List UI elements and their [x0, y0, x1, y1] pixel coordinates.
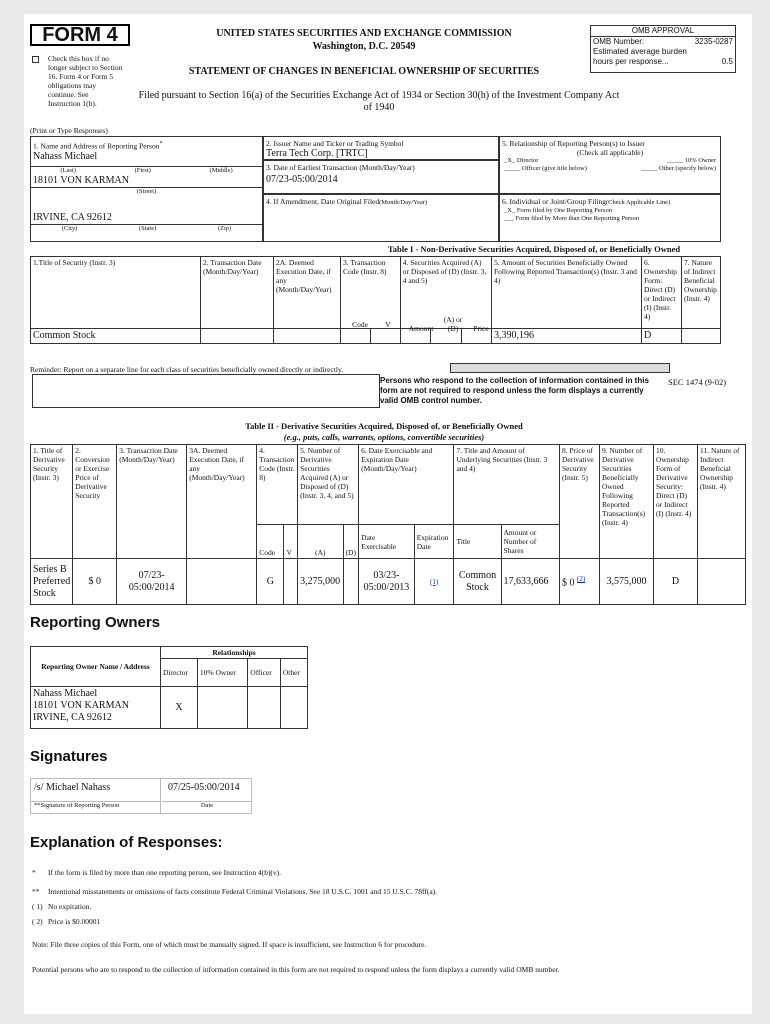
- reporting-owners-heading: Reporting Owners: [30, 614, 161, 631]
- footnote-link-2[interactable]: (2): [577, 575, 586, 584]
- explanation-list: * If the form is filed by more than one reporting person, see Instruction 4(b)(v). ** Intentional misstatements or omissions of facts constitute Federal Criminal Violations. See 18 U.S.C. 1001 and 15 U.S.C. 78ff(a). ( 1) No expiration. ( 2) Price is $0.00001 Note: File three copies of this Form, one of which must be manually signed. If space is insufficient, see Instruction 6 for procedure. Potential persons who are to respond to the collection of information contained in this form are not required to respond unless the form displays a currently valid OMB number.: [32, 868, 712, 974]
- owner-row: Nahass Michael 18101 VON KARMAN IRVINE, CA 92612 X: [31, 687, 308, 729]
- reporting-owners-table: Reporting Owner Name / Address Relationships Director 10% Owner Officer Other Nahass Michael 18101 VON KARMAN IRVINE, CA 92612 X: [30, 646, 308, 729]
- sec-code: SEC 1474 (9-02): [668, 377, 727, 387]
- print-type-note: (Print or Type Responses): [30, 126, 108, 135]
- table1-row: Common Stock 3,390,196 D: [31, 329, 721, 344]
- signer: /s/ Michael Nahass: [31, 779, 161, 813]
- relationship-box: 5. Relationship of Reporting Person(s) to Issuer (Check all applicable) _X_ Director _____ 10% Owner _____ Officer (give title below) _____ Other (specify below): [499, 136, 721, 194]
- agency-name: UNITED STATES SECURITIES AND EXCHANGE COMMISSION: [216, 28, 512, 39]
- reminder: Reminder: Report on a separate line for each class of securities beneficially owned directly or indirectly.: [30, 365, 344, 374]
- checkbox-note: Check this box if no longer subject to Section 16. Form 4 or Form 5 obligations may continue. See Instruction 1(b).: [48, 54, 123, 108]
- signature-date: 07/25-05:00/2014: [168, 782, 240, 793]
- note-respond: Potential persons who are to respond to the collection of information contained in this form are not required to respond unless the form displays a currently valid OMB number.: [32, 965, 560, 974]
- earliest-date-box: 3. Date of Earliest Transaction (Month/Day/Year) 07/23-05:00/2014: [263, 160, 499, 194]
- filed-pursuant: Filed pursuant to Section 16(a) of the Securities Exchange Act of 1934 or Section 30(h) of the Investment Company Act of 1940: [138, 90, 620, 113]
- explanation-heading: Explanation of Responses:: [30, 834, 223, 851]
- signatures-heading: Signatures: [30, 748, 108, 765]
- earliest-date: 07/23-05:00/2014: [266, 174, 338, 185]
- table1: 1.Title of Security (Instr. 3) 2. Transaction Date (Month/Day/Year) 2A. Deemed Execution Date, if any (Month/Day/Year) 3. Transaction Code (Instr. 8) 4. Securities Acquired (A) or Disposed of (D) (Instr. 3, 4 and 5) 5. Amount of Securities Beneficially Owned Following Reported Transaction(s) (Instr. 3 and 4) 6. Ownership Form: Direct (D) or Indirect (I) (Instr. 4) 7. Nature of Indirect Beneficial Ownership (Instr. 4) Common Stock 3,390,196 D: [30, 256, 721, 344]
- agency-city: Washington, D.C. 20549: [312, 41, 416, 52]
- note-copies: Note: File three copies of this Form, one of which must be manually signed. If space is insufficient, see Instruction 6 for procedure.: [32, 940, 427, 949]
- table1-subheaders: Code V: [352, 320, 391, 329]
- reporter-city: IRVINE, CA 92612: [33, 211, 112, 223]
- reporting-person-box: 1. Name and Address of Reporting Person* Nahass Michael (Last) (First) (Middle) 18101 VON KARMAN (Street) IRVINE, CA 92612 (City) (State) (Zip): [30, 136, 263, 242]
- individual-filing-box: 6. Individual or Joint/Group Filing(Check Applicable Line) _X_ Form filed by One Reporting Person ___ Form filed by More than One Reporting Person: [499, 194, 721, 242]
- no-longer-subject-checkbox[interactable]: [32, 56, 39, 63]
- issuer-name: Terra Tech Corp. [TRTC]: [266, 148, 368, 159]
- statement-title: STATEMENT OF CHANGES IN BENEFICIAL OWNERSHIP OF SECURITIES: [188, 66, 540, 77]
- table2-subtitle: (e.g., puts, calls, warrants, options, convertible securities): [283, 432, 485, 442]
- amendment-box: 4. If Amendment, Date Original Filed(Month/Day/Year): [263, 194, 499, 242]
- signature-box: /s/ Michael Nahass **Signature of Reporting Person 07/25-05:00/2014 Date: [30, 778, 252, 814]
- form-page: FORM 4 Check this box if no longer subject to Section 16. Form 4 or Form 5 obligations may continue. See Instruction 1(b). UNITED STATES SECURITIES AND EXCHANGE COMMISSION Washington, D.C. 20549 STATEMENT OF CHANGES IN BENEFICIAL OWNERSHIP OF SECURITIES Filed pursuant to Section 16(a) of the Securities Exchange Act of 1934 or Section 30(h) of the Investment Company Act of 1940 OMB APPROVAL OMB Number: 3235-0287 Estimated average burden hours per response... 0.5 (Print or Type Responses) 1. Name and Address of Reporting Person* Nahass Michael (Last) (First) (Middle) 18101 VON KARMAN (Street) IRVINE, CA 92612 (City) (State) (Zip) 2. Issuer Name and Ticker or Trading Symbol Terra Tech Corp. [TRTC] 3. Date of Earliest Transaction (Month/Day/Year) 07/23-05:00/2014 4. If Amendment, Date Original Filed(Month/Day/Year) 5. Relationship of Reporting Person(s) to Issuer (Check all applicable) _X_ Director _____ 10% Owner _____ Officer (give title below) _____ Other (specify below) 6. Individual or Joint/Group Filing(Check Applicable Line) _X_ Form filed by One Reporting Person ___ Form filed by More than One Reporting Person Table I - Non-Derivative Securities Acquired, Disposed of, or Beneficially Owned 1.Title of Security (Instr. 3) 2. Transaction Date (Month/Day/Year) 2A. Deemed Execution Date, if any (Month/Day/Year) 3. Transaction Code (Instr. 8) 4. Securities Acquired (A) or Disposed of (D) (Instr. 3, 4 and 5) 5. Amount of Securities Beneficially Owned Following Reported Transaction(s) (Instr. 3 and 4) 6. Ownership Form: Direct (D) or Indirect (I) (Instr. 4) 7. Nature of Indirect Beneficial Ownership (Instr. 4) Common Stock 3,390,196 D Code V Amount (A) or (D) Price Reminder: Report on a separate line for each class of securities beneficially owned directly or indirectly. Persons who respond to the collection of information contained in this form are not required to respond unless the form displays a currently valid OMB control number. SEC 1474 (9-02) Table II - Derivative Securities Acquired, Disposed of, or Beneficially Owned (e.g., puts, calls, warrants, options, convertible securities) 1. Title of Derivative Security (Instr. 3) 2. Conversion or Exercise Price of Derivative Security 3. Transaction Date (Month/Day/Year) 3A. Deemed Execution Date, if any (Month/Day/Year) 4. Transaction Code (Instr. 8) 5. Number of Derivative Securities Acquired (A) or Disposed of (D) (Instr. 3, 4, and 5) 6. Date Exercisable and Expiration Date (Month/Day/Year) 7. Title and Amount of Underlying Securities (Instr. 3 and 4) 8. Price of Derivative Security (Instr. 5) 9. Number of Derivative Securities Beneficially Owned Following Reported Transaction(s) (Instr. 4) 10. Ownership Form of Derivative Security: Direct (D) or Indirect (I) (Instr. 4) 11. Nature of Indirect Beneficial Ownership (Instr. 4) Code V (A) (D) Date Exercisable Expiration Date Title Amount or Number of Shares Series B Preferred Stock $ 0 07/23-05:00/2014 G 3,275,000 03/23-05:00/2013 (1) Common Stock 17,633,666 $ 0 $^{(2)}$ 3,575,000 D Reporting Owners Reporting Owner Name / Address Relationships Director 10% Owner Officer Other Nahass Michael 18101 VON KARMAN IRVINE, CA 92612 X Signatures /s/ Michael Nahass **Signature of Reporting Person 07/25-05:00/2014 Date Explanation of Responses: * If the form is filed by more than one reporting person, see Instruction 4(b)(v). ** Intentional misstatements or omissions of facts constitute Federal Criminal Violations. See 18 U.S.C. 1001 and 15 U.S.C. 78ff(a). ( 1) No expiration. ( 2) Price is $0.00001 Note: File three copies of this Form, one of which must be manually signed. If space is insufficient, see Instruction 6 for procedure. Potential persons who are to respond to the collection of information contained in this form are not required to respond unless the form displays a currently valid OMB number.: [24, 14, 752, 1014]
- footnote-link-1[interactable]: (1): [414, 559, 454, 605]
- persons-note: Persons who respond to the collection of information contained in this form are not required to respond unless the form displays a currently valid OMB control number.: [380, 376, 649, 405]
- table2-row: Series B Preferred Stock $ 0 07/23-05:00/2014 G 3,275,000 03/23-05:00/2013 (1) Common Stock 17,633,666 $ 0 $^{(2)}$ 3,575,000 D: [31, 559, 746, 605]
- table2-title: Table II - Derivative Securities Acquired, Disposed of, or Beneficially Owned: [245, 421, 523, 431]
- reporter-street: 18101 VON KARMAN: [33, 174, 129, 186]
- omb-approval-box: OMB APPROVAL OMB Number: 3235-0287 Estimated average burden hours per response... 0.5: [590, 25, 736, 73]
- issuer-box: 2. Issuer Name and Ticker or Trading Symbol Terra Tech Corp. [TRTC]: [263, 136, 499, 160]
- form-title: FORM 4: [30, 24, 130, 46]
- table2: 1. Title of Derivative Security (Instr. 3) 2. Conversion or Exercise Price of Derivative Security 3. Transaction Date (Month/Day/Year) 3A. Deemed Execution Date, if any (Month/Day/Year) 4. Transaction Code (Instr. 8) 5. Number of Derivative Securities Acquired (A) or Disposed of (D) (Instr. 3, 4, and 5) 6. Date Exercisable and Expiration Date (Month/Day/Year) 7. Title and Amount of Underlying Securities (Instr. 3 and 4) 8. Price of Derivative Security (Instr. 5) 9. Number of Derivative Securities Beneficially Owned Following Reported Transaction(s) (Instr. 4) 10. Ownership Form of Derivative Security: Direct (D) or Indirect (I) (Instr. 4) 11. Nature of Indirect Beneficial Ownership (Instr. 4) Code V (A) (D) Date Exercisable Expiration Date Title Amount or Number of Shares Series B Preferred Stock $ 0 07/23-05:00/2014 G 3,275,000 03/23-05:00/2013 (1) Common Stock 17,633,666 $ 0 $^{(2)}$ 3,575,000 D: [30, 444, 746, 605]
- reporter-name: Nahass Michael: [33, 150, 98, 162]
- table1-title: Table I - Non-Derivative Securities Acquired, Disposed of, or Beneficially Owned: [387, 244, 681, 254]
